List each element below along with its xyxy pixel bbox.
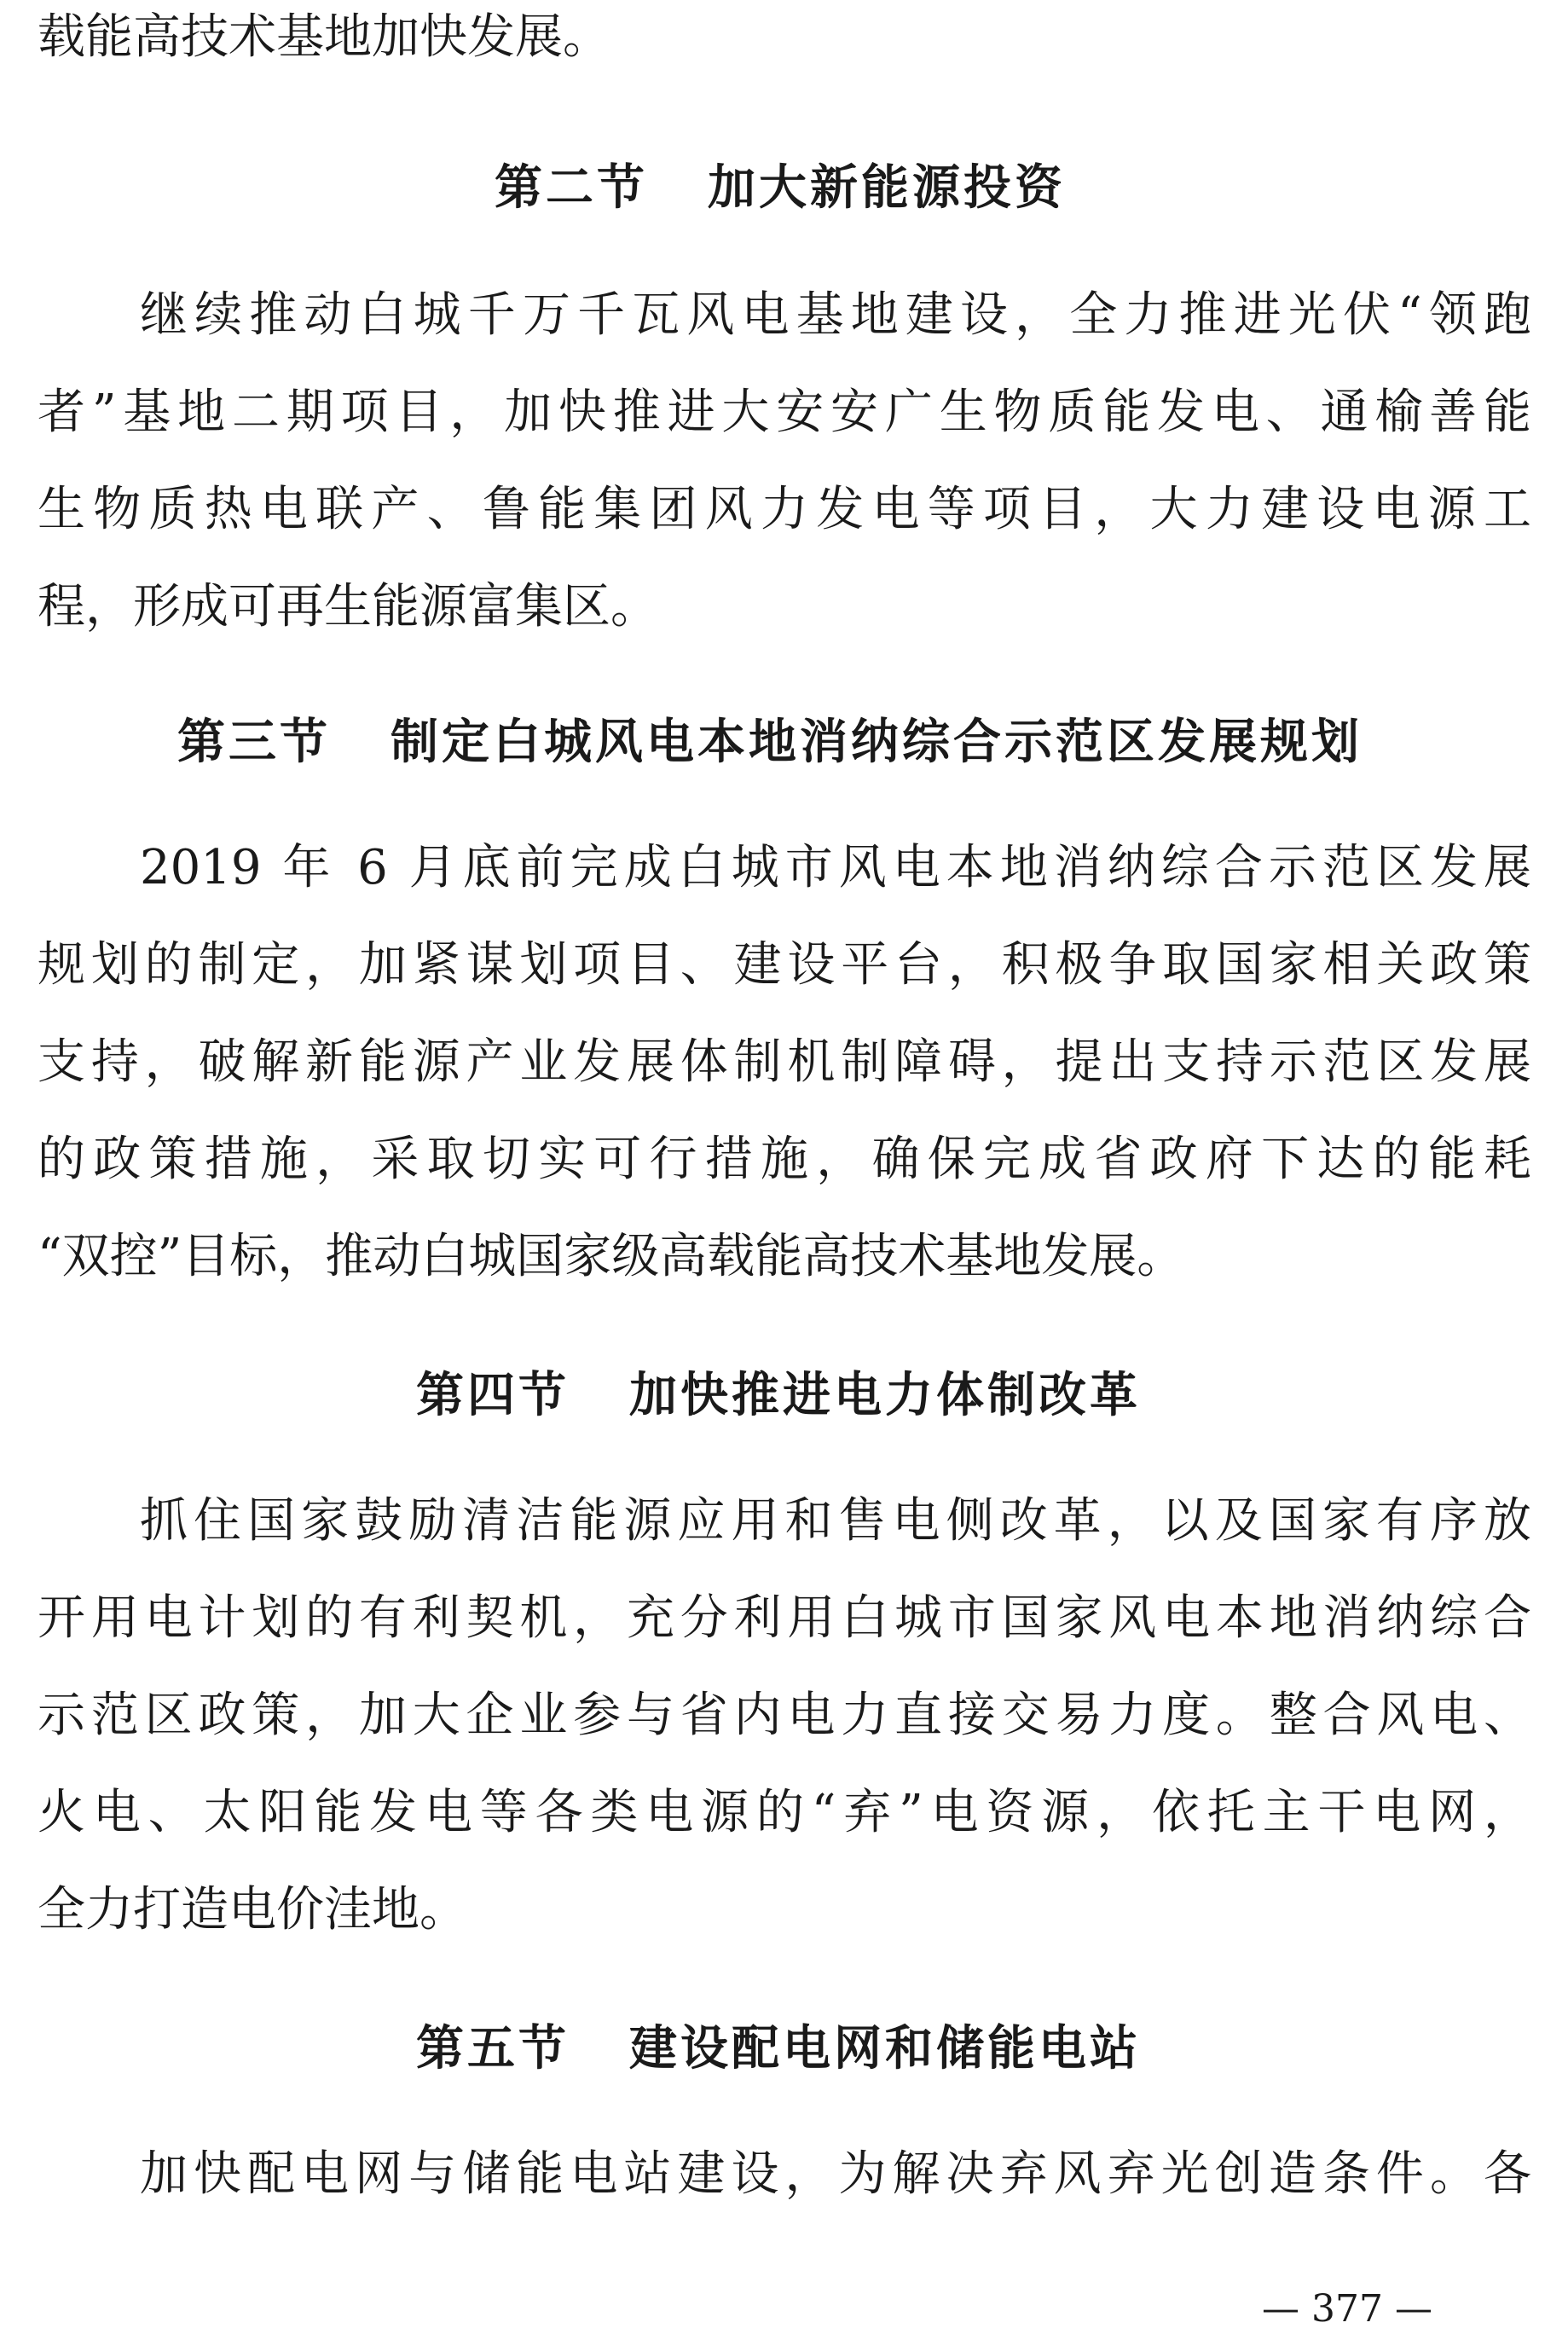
paragraph-line: 2019 年 6 月底前完成白城市风电本地消纳综合示范区发展 [140,840,1531,895]
section-heading-3 [177,708,1363,776]
paragraph-line: 开用电计划的有利契机，充分利用白城市国家风电本地消纳综合 [38,1590,1531,1646]
paragraph-line: 支持，破解新能源产业发展体制机制障碍，提出支持示范区发展 [38,1034,1531,1090]
section-number: 第三节 [177,714,331,770]
paragraph-line: 程，形成可再生能源富集区。 [38,579,658,634]
paragraph-line: 全力打造电价洼地。 [38,1882,467,1937]
section-number: 第五节 [416,2020,570,2076]
section-heading-2 [495,153,1066,222]
section-number: 第四节 [416,1367,570,1423]
paragraph-line: 抓住国家鼓励清洁能源应用和售电侧改革，以及国家有序放 [140,1493,1531,1549]
paragraph-line: 火电、太阳能发电等各类电源的“弃”电资源，依托主干电网， [38,1785,1531,1840]
section-title: 加快推进电力体制改革 [629,1367,1141,1423]
paragraph-line: 规划的制定，加紧谋划项目、建设平台，积极争取国家相关政策 [38,937,1531,993]
paragraph-line: 加快配电网与储能电站建设，为解决弃风弃光创造条件。各 [140,2146,1531,2202]
page-number: — 377 — [1262,2287,1432,2331]
paragraph-line: 继续推动白城千万千瓦风电基地建设，全力推进光伏“领跑 [140,287,1531,343]
section-title: 建设配电网和储能电站 [629,2020,1141,2076]
section-title: 制定白城风电本地消纳综合示范区发展规划 [391,714,1363,770]
section-heading-4 [416,1361,1141,1429]
paragraph-line: 示范区政策，加大企业参与省内电力直接交易力度。整合风电、 [38,1688,1531,1743]
section-title: 加大新能源投资 [708,159,1066,216]
paragraph-line: 者”基地二期项目，加快推进大安安广生物质能发电、通榆善能 [38,385,1531,440]
section-heading-5 [416,2014,1141,2082]
paragraph-line: 生物质热电联产、鲁能集团风力发电等项目，大力建设电源工 [38,482,1531,537]
paragraph-line: 的政策措施，采取切实可行措施，确保完成省政府下达的能耗 [38,1132,1531,1187]
section-number: 第二节 [495,159,648,216]
text-line: 载能高技术基地加快发展。 [38,9,610,65]
paragraph-line: “双控”目标，推动白城国家级高载能高技术基地发展。 [38,1229,1185,1284]
